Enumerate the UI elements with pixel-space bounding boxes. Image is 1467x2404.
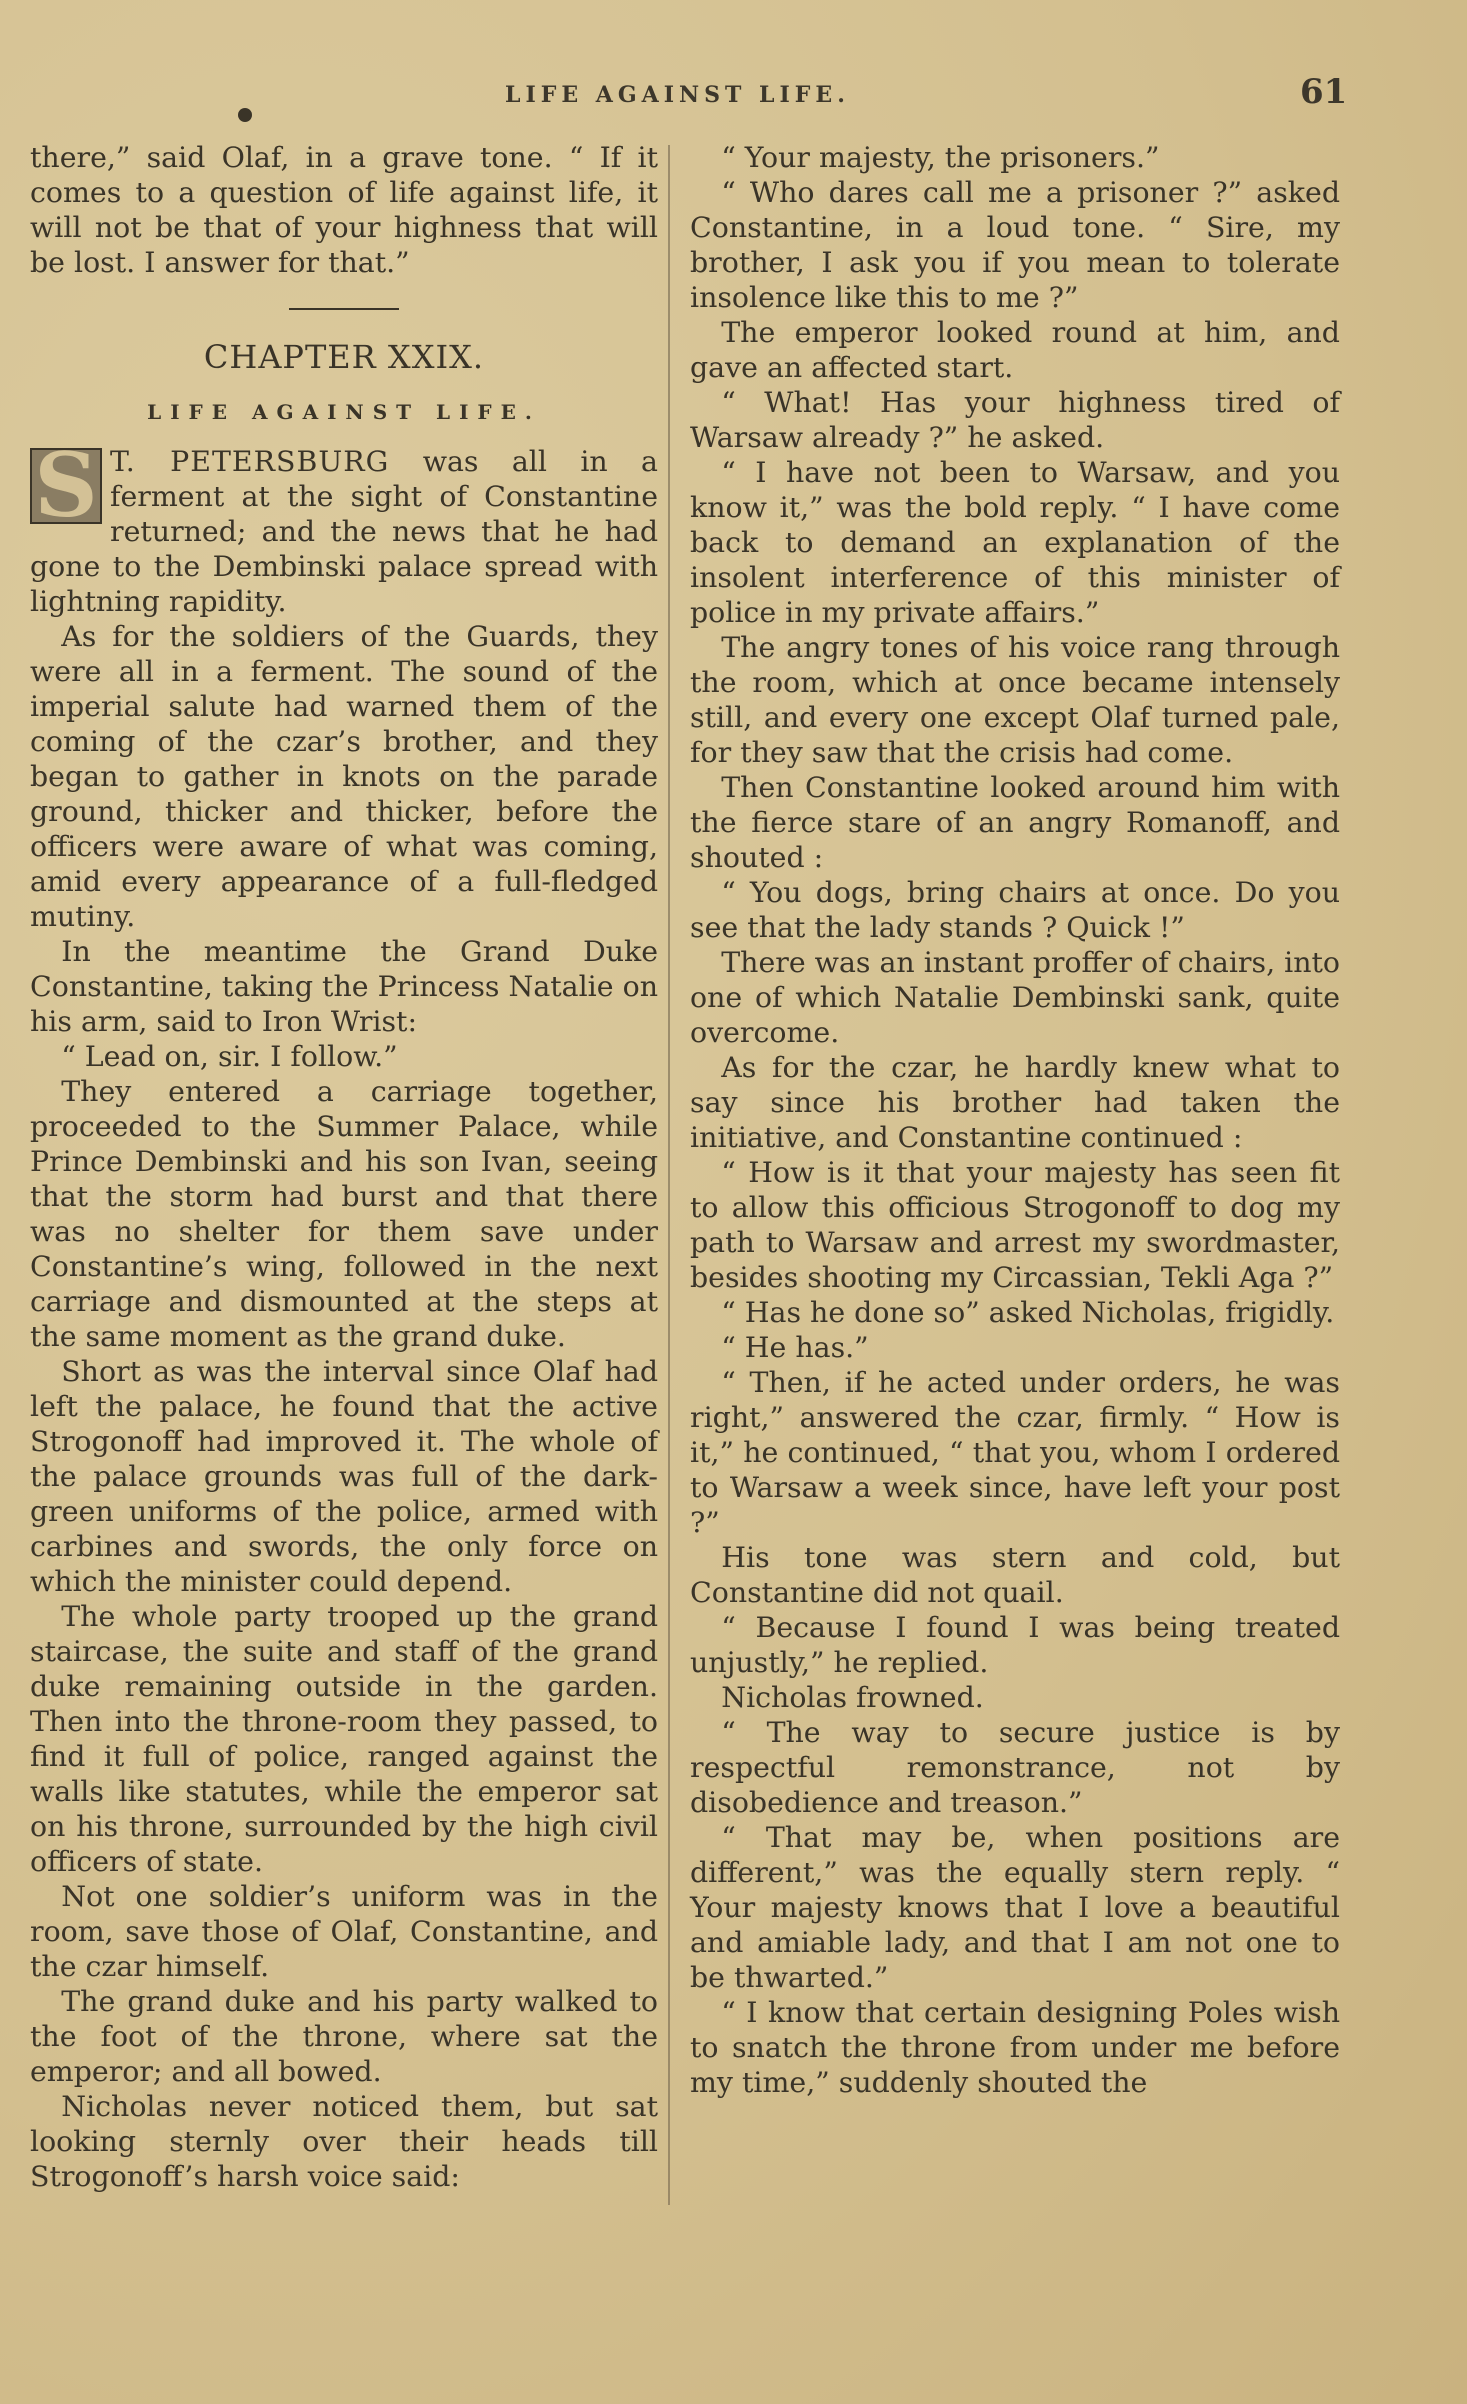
opening-paragraph: there,” said Olaf, in a grave tone. “ If it comes to a question of life against life, it will not be that of your highness that will be lost. I answer for that.” (30, 141, 658, 279)
paragraph: The whole party trooped up the grand staircase, the suite and staff of the grand duke remaining outside in the garden. Then into the throne-room they passed, to find it full of police, ranged against the walls like statutes, while the emperor sat on his throne, surrounded by the high civil officers of state. (30, 1600, 658, 1878)
paragraph: “ Who dares call me a prisoner ?” asked Constantine, in a loud tone. “ Sire, my brother, I ask you if you mean to tolerate insolence like this to me ?” (690, 176, 1340, 314)
left-column (30, 140, 658, 2194)
dropcap-lead-text: T. PETERSBURG (110, 445, 390, 478)
paragraph: There was an instant proffer of chairs, into one of which Natalie Dembinski sank, quite overcome. (690, 946, 1340, 1049)
page-number: 61 (1300, 72, 1348, 112)
paragraph: Then Constantine looked around him with the fierce stare of an angry Romanoff, and shouted : (690, 771, 1340, 874)
paragraph: “ Because I found I was being treated unjustly,” he replied. (690, 1611, 1340, 1679)
dropcap-paragraph (30, 433, 658, 619)
paragraph: Not one soldier’s uniform was in the room, save those of Olaf, Constantine, and the czar himself. (30, 1880, 658, 1983)
right-column (690, 140, 1340, 2100)
chapter-subtitle: LIFE AGAINST LIFE. (147, 400, 541, 424)
paragraph: “ I have not been to Warsaw, and you know it,” was the bold reply. “ I have come back to demand an explanation of the insolent interference of this minister of police in my private affairs.” (690, 456, 1340, 629)
paragraph: “ That may be, when positions are different,” was the equally stern reply. “ Your majesty knows that I love a beautiful and amiable lady, and that I am not one to be thwarted.” (690, 1821, 1340, 1994)
paragraph: Short as was the interval since Olaf had left the palace, he found that the active Strogonoff had improved it. The whole of the palace grounds was full of the dark-green uniforms of the police, armed with carbines and swords, the only force on which the minister could depend. (30, 1355, 658, 1598)
paragraph: Nicholas never noticed them, but sat looking sternly over their heads till Strogonoff’s harsh voice said: (30, 2090, 658, 2193)
paragraph: “ You dogs, bring chairs at once. Do you see that the lady stands ? Quick !” (690, 876, 1340, 944)
paragraph: They entered a carriage together, proceeded to the Summer Palace, while Prince Dembinski and his son Ivan, seeing that the storm had burst and that there was no shelter for them save under Constantine’s wing, followed in the next carriage and dismounted at the steps at the same moment as the grand duke. (30, 1075, 658, 1353)
paragraph: Nicholas frowned. (721, 1681, 984, 1714)
column-divider (668, 145, 670, 2205)
paragraph: “ The way to secure justice is by respectful remonstrance, not by disobedience and treason.” (690, 1716, 1340, 1819)
running-head: LIFE AGAINST LIFE. (505, 82, 850, 108)
paragraph: The grand duke and his party walked to the foot of the throne, where sat the emperor; and all bowed. (30, 1985, 658, 2088)
paragraph: “ Then, if he acted under orders, he was right,” answered the czar, firmly. “ How is it,” he continued, “ that you, whom I ordered to Warsaw a week since, have left your post ?” (690, 1366, 1340, 1539)
chapter-title: CHAPTER XXIX. (203, 338, 485, 376)
ink-dot-ornament (238, 108, 252, 122)
paragraph: “ I know that certain designing Poles wish to snatch the throne from under me before my time,” suddenly shouted the (690, 1996, 1340, 2099)
paragraph: The emperor looked round at him, and gave an affected start. (690, 316, 1340, 384)
paragraph: In the meantime the Grand Duke Constantine, taking the Princess Natalie on his arm, said to Iron Wrist: (30, 935, 658, 1038)
paragraph: “ He has.” (721, 1331, 869, 1364)
paragraph: “ Your majesty, the prisoners.” (721, 141, 1160, 174)
paragraph: “ Has he done so” asked Nicholas, frigidly. (721, 1296, 1335, 1329)
paragraph: As for the czar, he hardly knew what to say since his brother had taken the initiative, and Constantine continued : (690, 1051, 1340, 1154)
paragraph: The angry tones of his voice rang through the room, which at once became intensely still, and every one except Olaf turned pale, for they saw that the crisis had come. (690, 631, 1340, 769)
dropcap-rest-text: was all in a ferment at the sight of Constantine returned; and the news that he had gone to the Dembinski palace spread with lightning rapidity. (30, 445, 658, 618)
paragraph: “ What! Has your highness tired of Warsaw already ?” he asked. (690, 386, 1340, 454)
paragraph: “ Lead on, sir. I follow.” (61, 1040, 398, 1073)
drop-cap-letter: S (30, 448, 102, 524)
paragraph: As for the soldiers of the Guards, they were all in a ferment. The sound of the imperial salute had warned them of the coming of the czar’s brother, and they began to gather in knots on the parade ground, thicker and thicker, before the officers were aware of what was coming, amid every appearance of a full-fledged mutiny. (30, 620, 658, 933)
section-rule (289, 308, 399, 310)
paragraph: His tone was stern and cold, but Constantine did not quail. (690, 1541, 1340, 1609)
paragraph: “ How is it that your majesty has seen fit to allow this officious Strogonoff to dog my path to Warsaw and arrest my swordmaster, besides shooting my Circassian, Tekli Aga ?” (690, 1156, 1340, 1294)
page-header (0, 72, 1467, 112)
